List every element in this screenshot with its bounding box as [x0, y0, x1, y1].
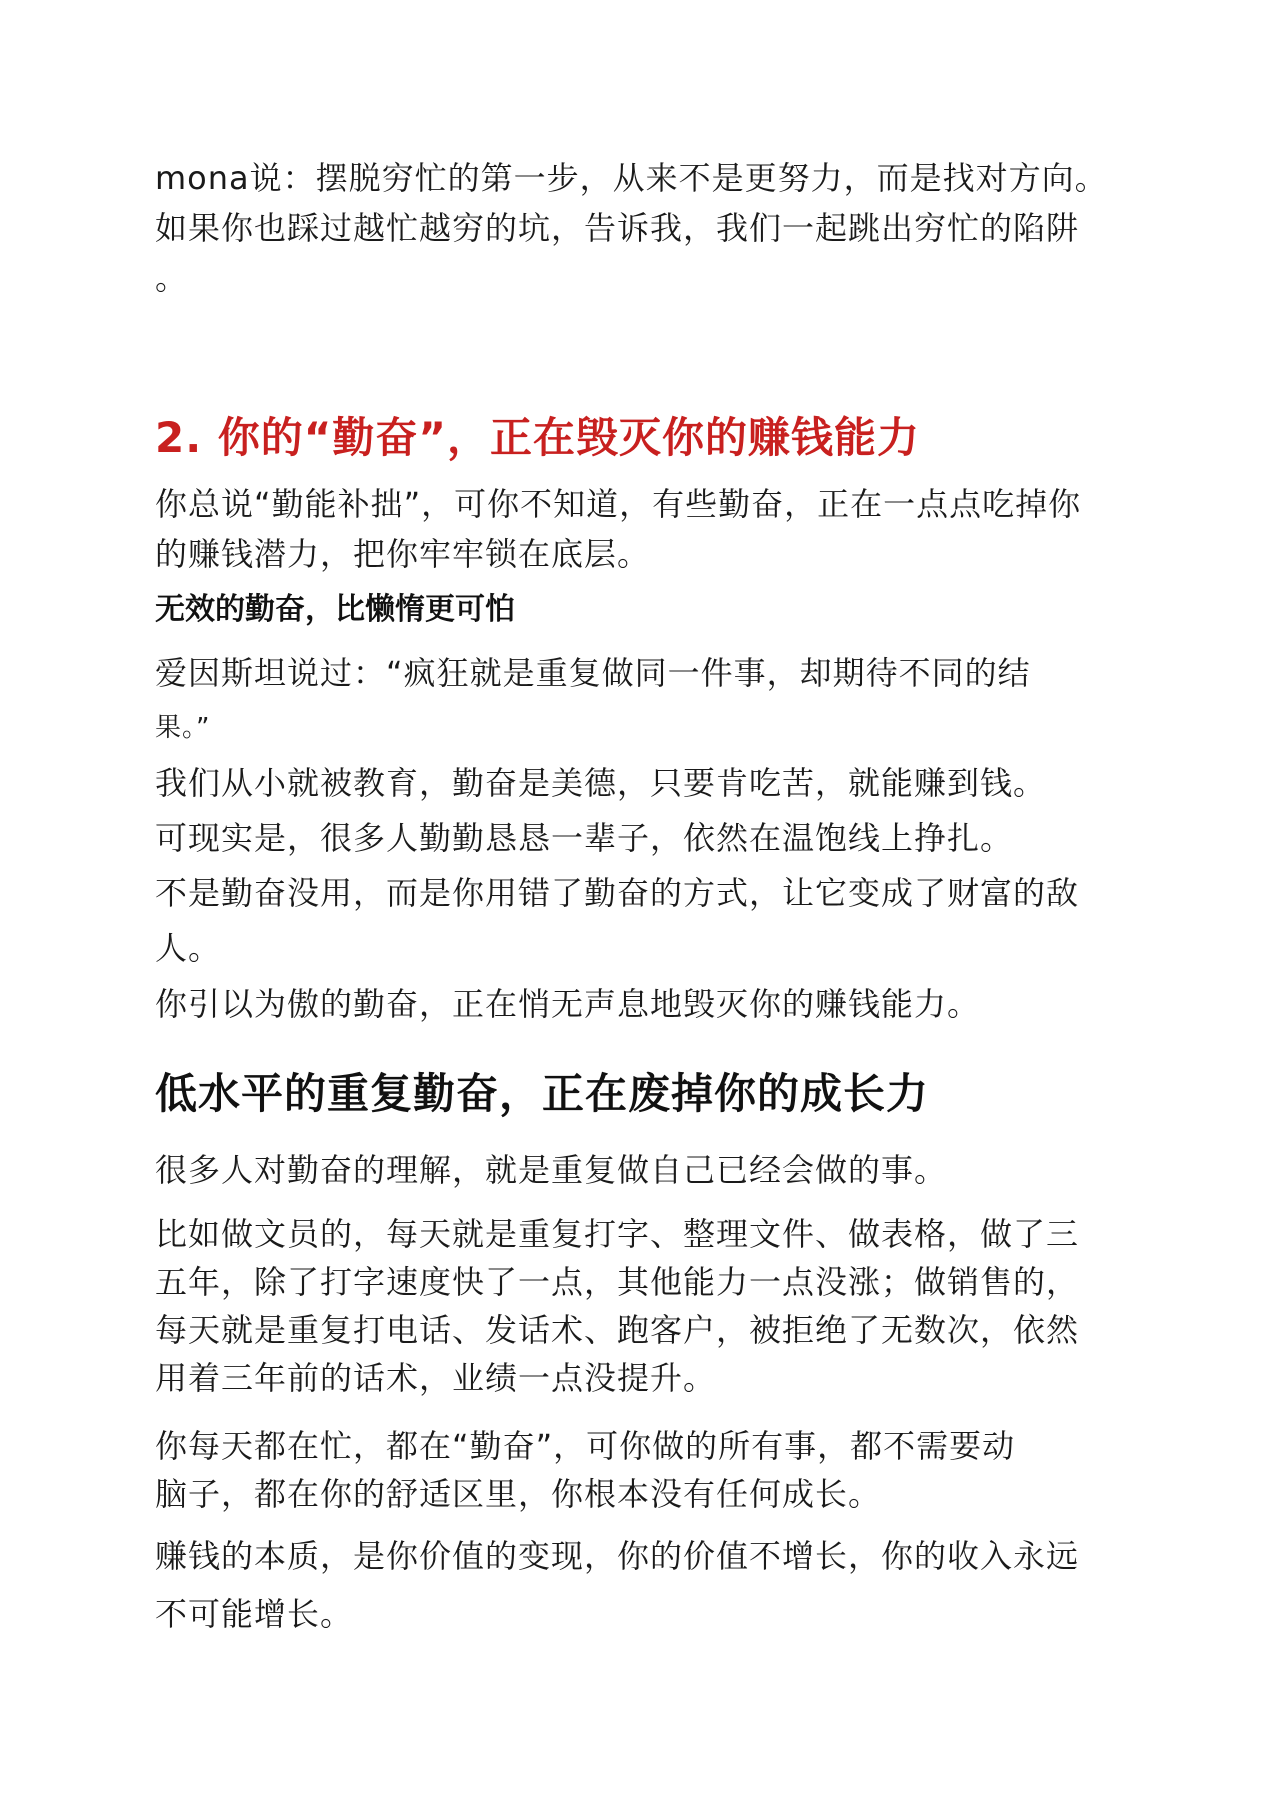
paragraph-line: 的赚钱潜力，把你牢牢锁在底层。 [155, 535, 651, 573]
quote-line-1: 爱因斯坦说过：“疯狂就是重复做同一件事，却期待不同的结 [155, 654, 1031, 692]
paragraph-line: 脑子，都在你的舒适区里，你根本没有任何成长。 [155, 1475, 882, 1513]
section-heading-3: 低水平的重复勤奋，正在废掉你的成长力 [155, 1069, 930, 1118]
paragraph-line: 人。 [155, 929, 222, 967]
paragraph-line: 不是勤奋没用，而是你用错了勤奋的方式，让它变成了财富的敌 [155, 874, 1080, 912]
paragraph-line: 五年，除了打字速度快了一点，其他能力一点没涨；做销售的， [155, 1263, 1080, 1301]
paragraph-line: 很多人对勤奋的理解，就是重复做自己已经会做的事。 [155, 1151, 948, 1189]
paragraph-line: 可现实是，很多人勤勤恳恳一辈子，依然在温饱线上挣扎。 [155, 819, 1014, 857]
paragraph-line: 我们从小就被教育，勤奋是美德，只要肯吃苦，就能赚到钱。 [155, 764, 1047, 802]
paragraph-line: 每天就是重复打电话、发话术、跑客户，被拒绝了无数次，依然 [155, 1311, 1080, 1349]
section-heading-2: 2. 你的“勤奋”，正在毁灭你的赚钱能力 [155, 413, 921, 462]
subheading: 无效的勤奋，比懒惰更可怕 [155, 592, 515, 627]
paragraph-line: 赚钱的本质，是你价值的变现，你的价值不增长，你的收入永远 [155, 1537, 1080, 1575]
paragraph-line: 你引以为傲的勤奋，正在悄无声息地毁灭你的赚钱能力。 [155, 985, 981, 1023]
quote-line-2: 果。” [155, 713, 211, 743]
paragraph-line: 你每天都在忙，都在“勤奋”，可你做的所有事，都不需要动 [155, 1427, 1016, 1465]
intro-line-2: 如果你也踩过越忙越穷的坑，告诉我，我们一起跳出穷忙的陷阱 [155, 209, 1080, 247]
paragraph-line: 你总说“勤能补拙”，可你不知道，有些勤奋，正在一点点吃掉你 [155, 485, 1082, 523]
paragraph-line: 用着三年前的话术，业绩一点没提升。 [155, 1359, 717, 1397]
intro-line-3: 。 [155, 259, 189, 297]
paragraph-line: 比如做文员的，每天就是重复打字、整理文件、做表格，做了三 [155, 1215, 1080, 1253]
paragraph-line: 不可能增长。 [155, 1595, 354, 1633]
intro-line-1: mona说：摆脱穷忙的第一步，从来不是更努力，而是找对方向。 [155, 159, 1108, 197]
